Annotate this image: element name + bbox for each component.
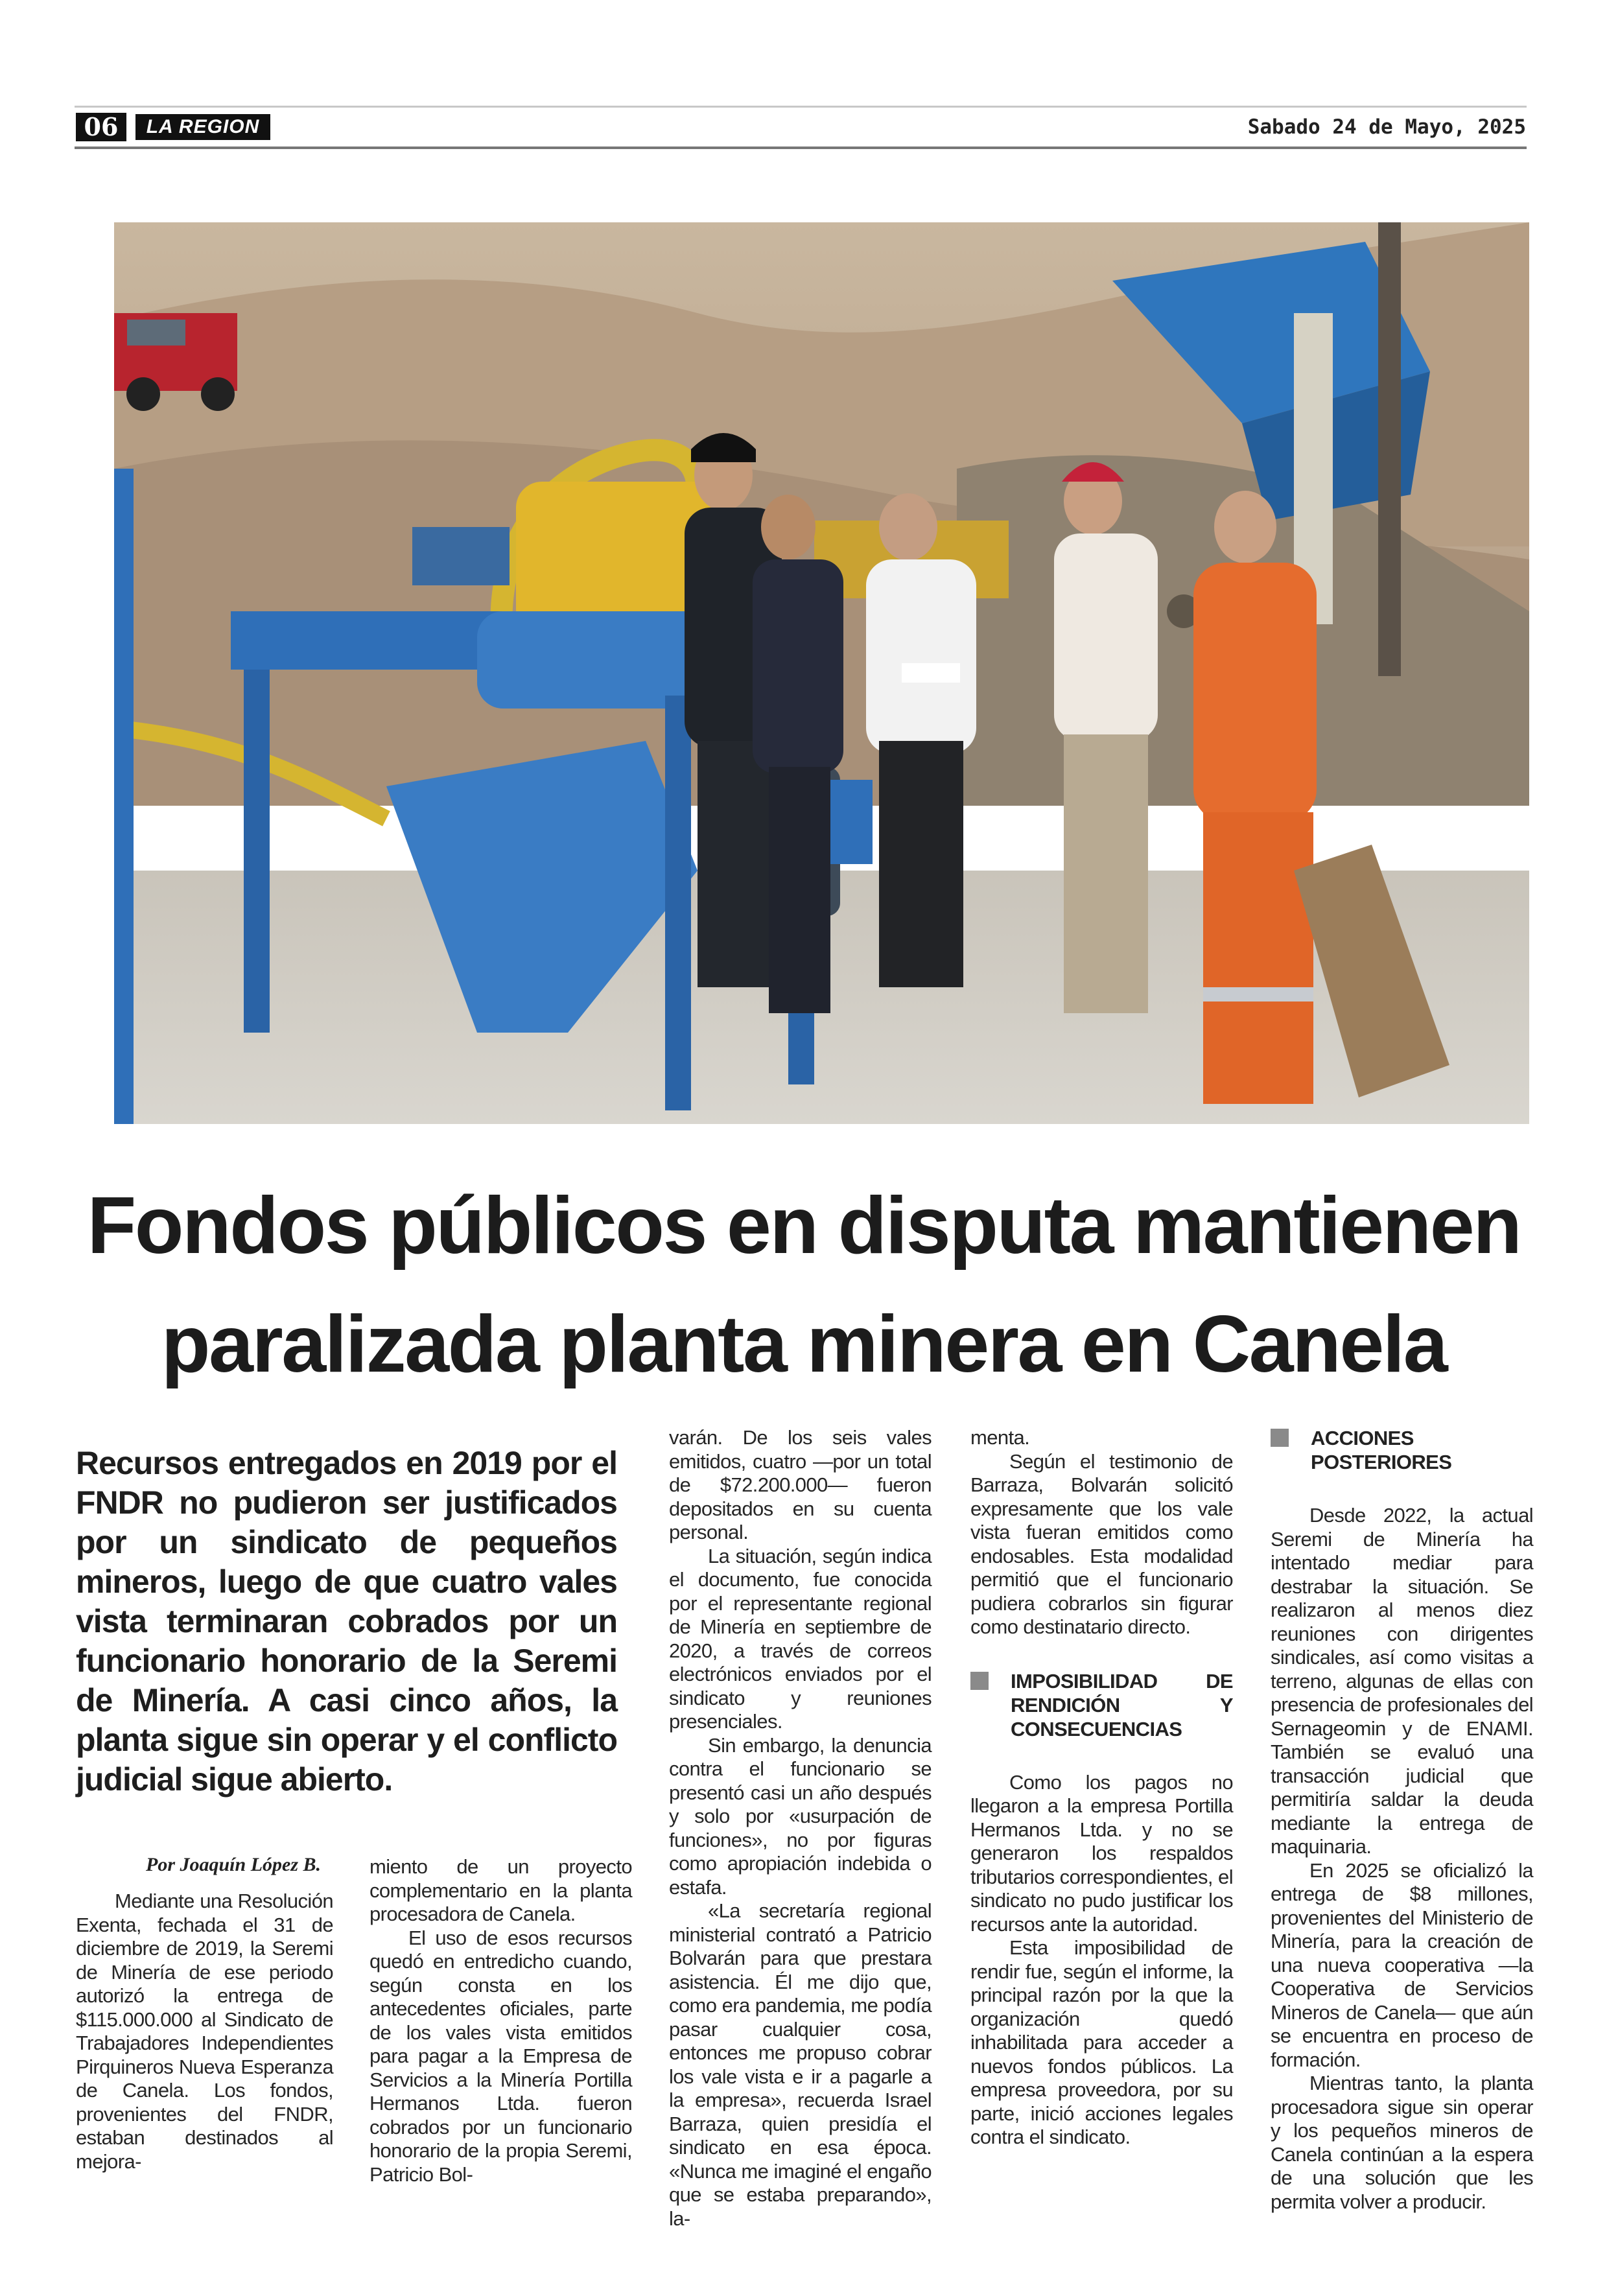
square-bullet-icon xyxy=(1271,1429,1289,1447)
subhead-text: IMPOSIBILIDAD DE RENDICIÓN Y CONSECUENCIAS xyxy=(1011,1669,1233,1740)
column-1 xyxy=(76,1890,333,2173)
paragraph: miento de un proyecto complementario en la planta procesadora de Canela. xyxy=(369,1855,632,1925)
paragraph: El uso de esos recursos quedó en entredicho cuando, según consta en los antecedentes oficiales, parte de los vales vista emitidos para pagar a la Empresa de Servicios a la Minería Portilla Hermanos Ltda. fueron cobrados por un funcionario honorario de la propia Seremi, Patricio Bol- xyxy=(369,1926,632,2186)
square-bullet-icon xyxy=(970,1672,989,1690)
paragraph: Según el testimonio de Barraza, Bolvarán solicitó expresamente que los vale vista fueran emitidos como endosables. Esta modalidad permitió que el funcionario pudiera cobrarlos sin figurar como destinatario directo. xyxy=(970,1449,1233,1638)
issue-date: Sabado 24 de Mayo, 2025 xyxy=(1247,115,1526,139)
column-4 xyxy=(970,1426,1233,2150)
paragraph: menta. xyxy=(970,1426,1030,1449)
paragraph: Como los pagos no llegaron a la empresa Portilla Hermanos Ltda. y no se generaron los respaldos tributarios correspondientes, el sindicato no pudo justificar los recursos ante la autoridad. xyxy=(970,1770,1233,1936)
column-2 xyxy=(369,1855,632,2186)
subhead-text: ACCIONES POSTERIORES xyxy=(1311,1427,1452,1473)
article-photo xyxy=(114,222,1529,1124)
page-number: 06 xyxy=(76,113,126,141)
paragraph: Sin embargo, la denuncia contra el funcionario se presentó casi un año después y solo por «usurpación de funciones», no por figuras como apropiación indebida o estafa. xyxy=(669,1733,932,1899)
masthead-text: LA REGION xyxy=(146,116,260,137)
subhead-imposibilidad xyxy=(970,1669,1233,1741)
paragraph: En 2025 se oficializó la entrega de $8 millones, provenientes del Ministerio de Minería, para la creación de una nueva cooperativa —la Cooperativa de Servicios Mineros de Canela— que aún se encuentra en proceso de formación. xyxy=(1271,1858,1533,2071)
person-5 xyxy=(1193,491,1317,1104)
lead-paragraph: Recursos entregados en 2019 por el FNDR no pudieron ser justificados por un sindicato de pequeños mineros, luego de que cuatro vales vista terminaran cobrados por un funcionario honorario de la Seremi de Minería. A casi cinco años, la planta sigue sin operar y el conflicto judicial sigue abierto. xyxy=(76,1445,617,1798)
person-4 xyxy=(1054,462,1158,1013)
column-3 xyxy=(669,1426,932,2231)
masthead-logo xyxy=(135,114,270,140)
subhead-acciones xyxy=(1271,1426,1533,1474)
paragraph: Mediante una Resolución Exenta, fechada el 31 de diciembre de 2019, la Seremi de Minería de ese periodo autorizó la entrega de $115.000.000 al Sindicato de Trabajadores Independientes Pirquineros Nueva Esperanza de Canela. Los fondos, provenientes del FNDR, estaban destinados al mejora- xyxy=(76,1890,333,2173)
header-top-rule xyxy=(75,106,1527,108)
paragraph: «La secretaría regional ministerial contrató a Patricio Bolvarán para que prestara asistencia. Él me dijo que, como era pandemia, me podía pasar cualquier cosa, entonces me propuso cobrar los vale vista e ir a pagarle a la empresa», recuerda Israel Barraza, quien presidía el sindicato en esa época. «Nunca me imaginé el engaño que se estaba preparando», la- xyxy=(669,1899,932,2230)
paragraph: Desde 2022, la actual Seremi de Minería ha intentado mediar para destrabar la situación. Se realizaron al menos diez reuniones con dirigentes sindicales, así como visitas a terreno, algunas de ellas con presencia de profesionales del Sernageomin y de ENAMI. También se evaluó una transacción judicial que permitiría saldar la deuda mediante la entrega de maquinaria. xyxy=(1271,1504,1533,1858)
paragraph: Esta imposibilidad de rendir fue, según el informe, la principal razón por la que la organización quedó inhabilitada para acceder a nuevos fondos públicos. La empresa proveedora, por su parte, inició acciones legales contra el sindicato. xyxy=(970,1936,1233,2148)
person-3 xyxy=(866,493,976,987)
header-bottom-rule xyxy=(75,146,1527,149)
paragraph: La situación, según indica el documento, fue conocida por el representante regional de Minería en septiembre de 2020, a través de correos electrónicos enviados por el sindicato y reuniones presenciales. xyxy=(669,1544,932,1733)
paragraph: Mientras tanto, la planta procesadora sigue sin operar y los pequeños mineros de Canela continúan a la espera de una solución que les permita volver a producir. xyxy=(1271,2072,1533,2213)
byline: Por Joaquín López B. xyxy=(146,1854,322,1875)
column-5 xyxy=(1271,1426,1533,2214)
headline-line-2: paralizada planta minera en Canela xyxy=(161,1300,1447,1389)
paragraph: varán. De los seis vales emitidos, cuatro —por un total de $72.200.000— fueron depositados en su cuenta personal. xyxy=(669,1426,932,1543)
headline-line-1: Fondos públicos en disputa mantienen xyxy=(87,1181,1521,1271)
headline xyxy=(65,1167,1543,1404)
